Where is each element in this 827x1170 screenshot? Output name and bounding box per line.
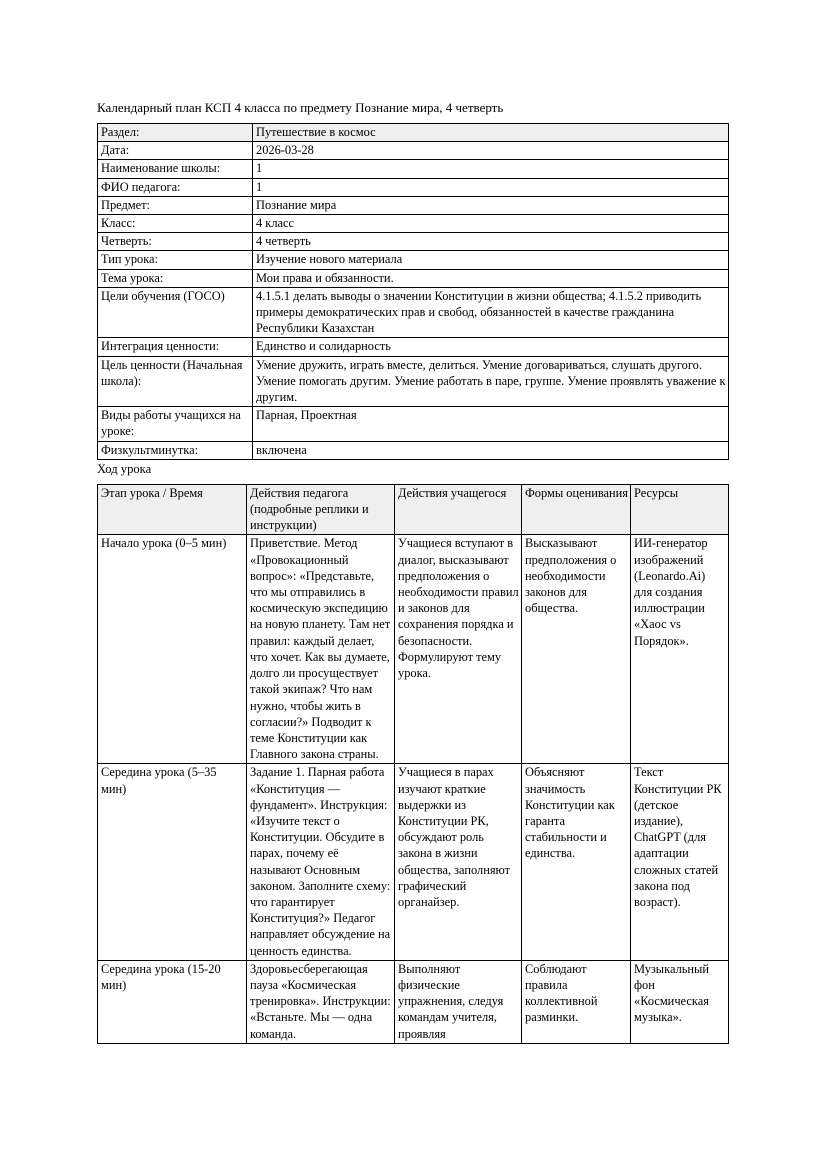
info-row-value: 4 четверть (253, 233, 729, 251)
info-row (98, 160, 729, 178)
info-row-label: Физкультминутка: (98, 441, 253, 459)
info-row (98, 196, 729, 214)
assessment-forms-cell: Объясняют значимость Конституции как гаранта стабильности и единства. (522, 764, 631, 960)
info-row (98, 338, 729, 356)
info-row-value: Познание мира (253, 196, 729, 214)
info-row (98, 178, 729, 196)
info-row-value: 1 (253, 160, 729, 178)
info-row-value: 4 класс (253, 215, 729, 233)
page-content (97, 100, 728, 1044)
info-row-label: Цели обучения (ГОСО) (98, 287, 253, 338)
assessment-forms-cell: Соблюдают правила коллективной разминки. (522, 960, 631, 1043)
student-actions-cell: Учащиеся в парах изучают краткие выдержки из Конституции РК, обсуждают роль закона в жизни общества, заполняют графический органайзер. (395, 764, 522, 960)
info-row-label: Виды работы учащихся на уроке: (98, 407, 253, 441)
student-actions-cell: Выполняют физические упражнения, следуя командам учителя, проявляя (395, 960, 522, 1043)
teacher-actions-cell: Задание 1. Парная работа «Конституция — фундамент». Инструкция: «Изучите текст о Конституции. Обсудите в парах, почему её называют Основным законом. Заполните схему: что гарантирует Конституция?» Педагог направляет обсуждение на ценность единства. (247, 764, 395, 960)
student-actions-cell: Учащиеся вступают в диалог, высказывают предположения о необходимости правил и законов для сохранения порядка и безопасности. Формулируют тему урока. (395, 535, 522, 764)
teacher-actions-cell: Здоровьесберегающая пауза «Космическая тренировка». Инструкции: «Встаньте. Мы — одна команда. (247, 960, 395, 1043)
stage-time-cell: Середина урока (5–35 мин) (98, 764, 247, 960)
info-row (98, 142, 729, 160)
info-row-label: Дата: (98, 142, 253, 160)
info-row-value: 1 (253, 178, 729, 196)
info-row-value: Путешествие в космос (253, 124, 729, 142)
assessment-forms-cell: Высказывают предположения о необходимости законов для общества. (522, 535, 631, 764)
info-row (98, 356, 729, 407)
info-row (98, 269, 729, 287)
info-table-body (98, 124, 729, 460)
info-row-value: Изучение нового материала (253, 251, 729, 269)
resources-cell: Текст Конституции РК (детское издание), ChatGPT (для адаптации сложных статей закона под возраст). (631, 764, 729, 960)
lesson-table-body (98, 535, 729, 1043)
teacher-actions-cell: Приветствие. Метод «Провокационный вопрос»: «Представьте, что мы отправились в космическую экспедицию на новую планету. Там нет правил: каждый делает, что хочет. Как вы думаете, долго ли просуществует такой экипаж? Что нам нужно, чтобы жить в согласии?» Подводит к теме Конституции как Главного закона страны. (247, 535, 395, 764)
info-row-label: Предмет: (98, 196, 253, 214)
info-row-label: ФИО педагога: (98, 178, 253, 196)
info-row (98, 441, 729, 459)
info-row-label: Класс: (98, 215, 253, 233)
lesson-info-table (97, 123, 729, 460)
column-header: Действия учащегося (395, 484, 522, 535)
info-row-value: Мои права и обязанности. (253, 269, 729, 287)
column-header: Формы оценивания (522, 484, 631, 535)
column-header: Этап урока / Время (98, 484, 247, 535)
column-header: Действия педагога (подробные реплики и инструкции) (247, 484, 395, 535)
info-row-value: 2026-03-28 (253, 142, 729, 160)
document-title: Календарный план КСП 4 класса по предмету Познание мира, 4 четверть (97, 100, 504, 115)
info-row-label: Раздел: (98, 124, 253, 142)
info-row (98, 407, 729, 441)
info-row (98, 124, 729, 142)
lesson-flow-table (97, 484, 729, 1044)
info-row (98, 251, 729, 269)
stage-time-cell: Начало урока (0–5 мин) (98, 535, 247, 764)
lesson-stage-row (98, 535, 729, 764)
info-row-label: Интеграция ценности: (98, 338, 253, 356)
stage-time-cell: Середина урока (15-20 мин) (98, 960, 247, 1043)
lesson-stage-row (98, 960, 729, 1043)
info-row-value: Умение дружить, играть вместе, делиться. Умение договариваться, слушать другого. Умение помогать другим. Умение работать в паре, группе. Умение проявлять уважение к другим. (253, 356, 729, 407)
resources-cell: ИИ-генератор изображений (Leonardo.Ai) для создания иллюстрации «Хаос vs Порядок». (631, 535, 729, 764)
info-row-label: Четверть: (98, 233, 253, 251)
info-row-label: Цель ценности (Начальная школа): (98, 356, 253, 407)
info-row (98, 287, 729, 338)
info-row (98, 233, 729, 251)
info-row-value: Парная, Проектная (253, 407, 729, 441)
lesson-stage-row (98, 764, 729, 960)
info-row-value: Единство и солидарность (253, 338, 729, 356)
info-row-value: 4.1.5.1 делать выводы о значении Конституции в жизни общества; 4.1.5.2 приводить примеры демократических прав и свобод, обязанностей в качестве гражданина Республики Казахстан (253, 287, 729, 338)
info-row-label: Тема урока: (98, 269, 253, 287)
info-row-value: включена (253, 441, 729, 459)
lesson-table-header-row (98, 484, 729, 535)
section-heading: Ход урока (97, 461, 152, 476)
resources-cell: Музыкальный фон «Космическая музыка». (631, 960, 729, 1043)
info-row-label: Тип урока: (98, 251, 253, 269)
info-row (98, 215, 729, 233)
column-header: Ресурсы (631, 484, 729, 535)
info-row-label: Наименование школы: (98, 160, 253, 178)
